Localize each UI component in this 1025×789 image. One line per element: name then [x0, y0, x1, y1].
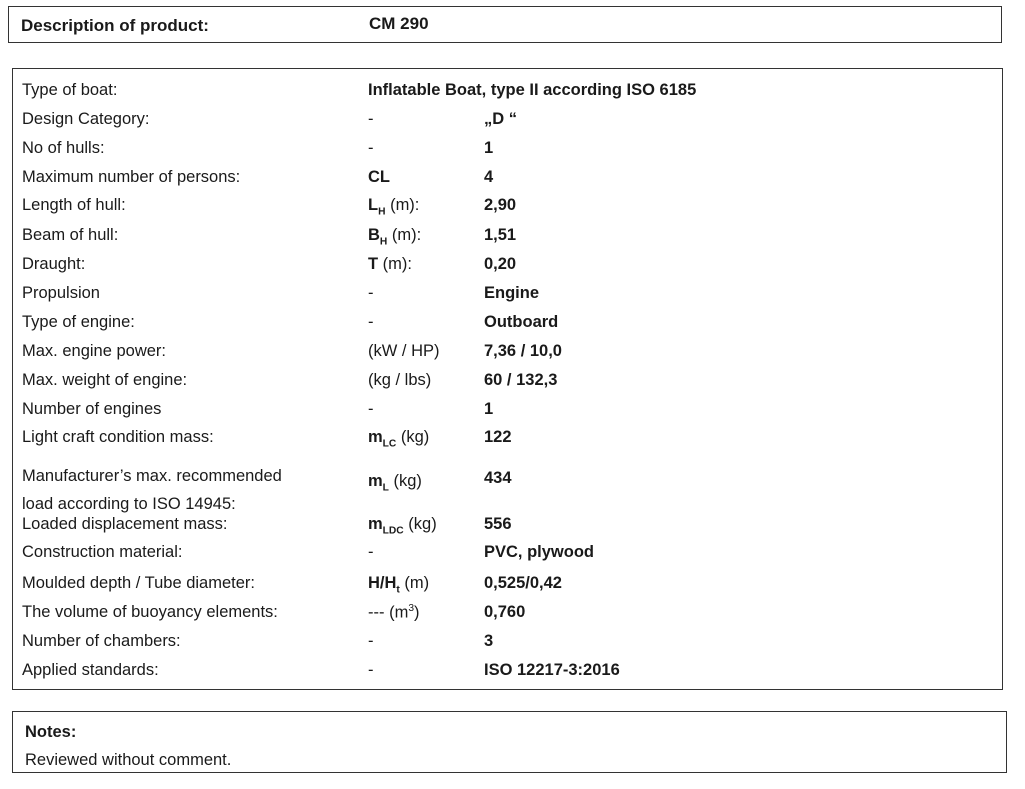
spec-row-type-of-boat: [13, 79, 1002, 107]
spec-row-number-of-engines: [13, 398, 1002, 426]
spec-symbol: $L_H$ (m):: [368, 196, 420, 218]
spec-value: 434: [484, 469, 512, 487]
spec-value: 60 / 132,3: [484, 371, 558, 389]
spec-label: Length of hull:: [22, 196, 126, 214]
spec-symbol: $m_{LDC}$ (kg): [368, 515, 437, 537]
spec-symbol: $B_H$ (m):: [368, 226, 422, 248]
spec-row-no-of-hulls: [13, 137, 1002, 165]
spec-label: Design Category:: [22, 110, 150, 128]
spec-symbol: --- $(m^3)$: [368, 603, 420, 622]
spec-label: Type of engine:: [22, 313, 135, 331]
spec-row-design-category: [13, 108, 1002, 136]
spec-symbol: (kW / HP): [368, 342, 440, 360]
spec-value: 0,20: [484, 255, 517, 273]
spec-symbol: -: [368, 284, 374, 302]
spec-value: 1,51: [484, 226, 517, 244]
spec-row-loaded-displacement: [13, 513, 1002, 541]
spec-symbol: $H/H_t$ (m): [368, 574, 430, 596]
spec-label: Moulded depth / Tube diameter:: [22, 574, 255, 592]
spec-label: The volume of buoyancy elements:: [22, 603, 278, 621]
spec-value: 1: [484, 139, 494, 157]
spec-value: 0,760: [484, 603, 526, 621]
spec-value: 556: [484, 515, 512, 533]
notes-text: Reviewed without comment.: [25, 751, 232, 769]
spec-symbol: -: [368, 543, 374, 561]
spec-symbol: -: [368, 632, 374, 650]
spec-value: 3: [484, 632, 494, 650]
spec-symbol: $m_{LC}$ (kg): [368, 428, 430, 450]
spec-row-buoyancy-volume: [13, 601, 1002, 629]
spec-value: 2,90: [484, 196, 517, 214]
spec-row-draught: [13, 253, 1002, 281]
spec-symbol: T (m):: [368, 255, 412, 273]
spec-symbol: $m_L$ (kg): [368, 472, 422, 494]
spec-label: Max. engine power:: [22, 342, 166, 360]
spec-row-max-persons: [13, 166, 1002, 194]
spec-label: Beam of hull:: [22, 226, 119, 244]
spec-row-moulded-depth: [13, 572, 1002, 600]
spec-value: 0,525/0,42: [484, 574, 562, 592]
spec-row-number-of-chambers: [13, 630, 1002, 658]
spec-label: Draught:: [22, 255, 86, 273]
spec-label: Maximum number of persons:: [22, 168, 241, 186]
spec-symbol: -: [368, 110, 374, 128]
spec-row-propulsion: [13, 282, 1002, 310]
product-description-box: [8, 6, 1002, 43]
spec-label: Type of boat:: [22, 81, 118, 99]
spec-symbol: CL: [368, 168, 390, 186]
spec-label: Construction material:: [22, 543, 183, 561]
spec-label: No of hulls:: [22, 139, 105, 157]
spec-label: Propulsion: [22, 284, 100, 302]
spec-value: „D “: [484, 110, 517, 128]
notes-box: [12, 711, 1007, 773]
spec-value: ISO 12217-3:2016: [484, 661, 620, 679]
spec-label: Number of chambers:: [22, 632, 181, 650]
spec-value: Engine: [484, 284, 540, 302]
spec-row-construction-material: [13, 541, 1002, 569]
spec-symbol: -: [368, 661, 374, 679]
spec-label: Light craft condition mass:: [22, 428, 214, 446]
spec-label: Manufacturer’s max. recommended load according to ISO 14945:: [22, 467, 282, 513]
spec-symbol: -: [368, 313, 374, 331]
spec-symbol: (kg / lbs): [368, 371, 432, 389]
spec-symbol: -: [368, 139, 374, 157]
spec-row-beam-of-hull: [13, 224, 1002, 252]
spec-row-length-of-hull: [13, 194, 1002, 222]
notes-title: Notes:: [25, 723, 77, 741]
spec-row-applied-standards: [13, 659, 1002, 687]
spec-value: 7,36 / 10,0: [484, 342, 562, 360]
specification-table: [12, 68, 1003, 690]
description-label: Description of product:: [21, 16, 209, 35]
spec-label: Max. weight of engine:: [22, 371, 188, 389]
spec-row-light-craft-mass: [13, 426, 1002, 454]
spec-label: Number of engines: [22, 400, 162, 418]
spec-value: 4: [484, 168, 494, 186]
description-value: CM 290: [369, 14, 429, 33]
spec-row-type-of-engine: [13, 311, 1002, 339]
spec-value: 1: [484, 400, 494, 418]
spec-value: 122: [484, 428, 512, 446]
spec-symbol: Inflatable Boat, type II according ISO 6185: [368, 81, 697, 99]
spec-label: Applied standards:: [22, 661, 159, 679]
spec-row-max-weight-engine: [13, 369, 1002, 397]
spec-value: PVC, plywood: [484, 543, 595, 561]
spec-value: Outboard: [484, 313, 559, 331]
spec-symbol: -: [368, 400, 374, 418]
spec-label: Loaded displacement mass:: [22, 515, 228, 533]
spec-row-max-engine-power: [13, 340, 1002, 368]
